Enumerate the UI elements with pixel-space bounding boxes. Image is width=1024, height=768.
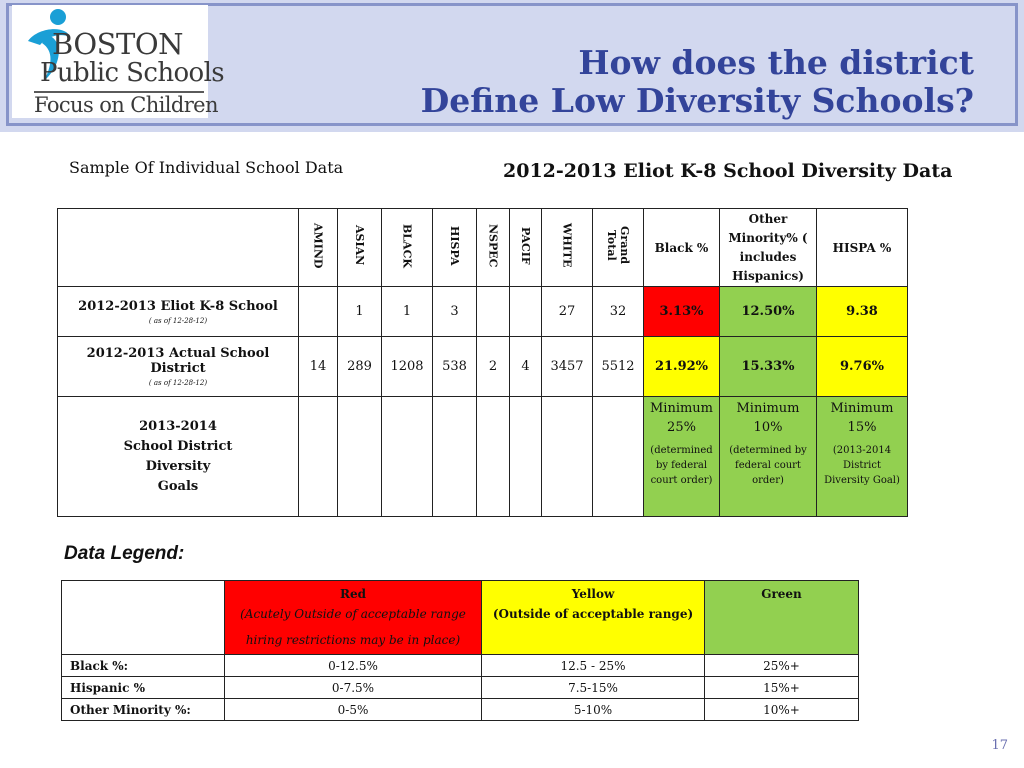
header-band — [0, 0, 1024, 132]
legend-red-value: 0-7.5% — [225, 677, 482, 699]
table-row-goals — [58, 397, 908, 517]
header-blank-cell — [58, 209, 299, 287]
header-amind: AMIND — [299, 209, 338, 287]
row-label-eliot: 2012-2013 Eliot K-8 School ( as of 12-28-12) — [58, 287, 299, 337]
row-label-goals: 2013-2014 School District Diversity Goals — [58, 397, 299, 517]
page-number: 17 — [991, 738, 1008, 753]
cell-hispa-pct: 9.38 — [817, 287, 908, 337]
legend-header-row — [62, 581, 859, 655]
cell-amind — [299, 287, 338, 337]
header-white: WHITE — [542, 209, 593, 287]
cell-hispa-pct: 9.76% — [817, 337, 908, 397]
logo-line-public-schools: Public Schools — [40, 58, 225, 88]
page-title — [421, 44, 974, 120]
header-hispa-pct: HISPA % — [817, 209, 908, 287]
cell-nspec: 2 — [477, 337, 510, 397]
cell-asian: 1 — [338, 287, 382, 337]
row-label-district: 2012-2013 Actual School District ( as of 12-28-12) — [58, 337, 299, 397]
cell-black-pct: 21.92% — [644, 337, 720, 397]
legend-table — [61, 580, 859, 721]
header-hispa: HISPA — [433, 209, 477, 287]
diversity-table — [57, 208, 908, 517]
cell-empty — [510, 397, 542, 517]
cell-amind: 14 — [299, 337, 338, 397]
header-pacif: PACIF — [510, 209, 542, 287]
cell-other-pct: 12.50% — [720, 287, 817, 337]
cell-black: 1 — [382, 287, 433, 337]
goal-other-cell: Minimum 10% (determined by federal court order) — [720, 397, 817, 517]
table-row — [58, 287, 908, 337]
cell-empty — [593, 397, 644, 517]
cell-asian: 289 — [338, 337, 382, 397]
legend-red-value: 0-12.5% — [225, 655, 482, 677]
table-row — [58, 337, 908, 397]
legend-yellow-value: 5-10% — [482, 699, 705, 721]
legend-row-label: Black %: — [62, 655, 225, 677]
legend-yellow-value: 7.5-15% — [482, 677, 705, 699]
legend-row — [62, 699, 859, 721]
cell-pacif: 4 — [510, 337, 542, 397]
cell-empty — [382, 397, 433, 517]
legend-row-label: Hispanic % — [62, 677, 225, 699]
cell-pacif — [510, 287, 542, 337]
cell-empty — [338, 397, 382, 517]
logo-line-focus: Focus on Children — [34, 93, 218, 117]
legend-red-value: 0-5% — [225, 699, 482, 721]
cell-grand-total: 5512 — [593, 337, 644, 397]
cell-empty — [433, 397, 477, 517]
header-asian: ASIAN — [338, 209, 382, 287]
legend-green-value: 25%+ — [705, 655, 859, 677]
goal-black-cell: Minimum 25% (determined by federal court order) — [644, 397, 720, 517]
legend-row-label: Other Minority %: — [62, 699, 225, 721]
cell-hispa: 3 — [433, 287, 477, 337]
header-grand-total: Grand Total — [593, 209, 644, 287]
cell-nspec — [477, 287, 510, 337]
legend-red-header: Red (Acutely Outside of acceptable range hiring restrictions may be in place) — [225, 581, 482, 655]
header-black-pct: Black % — [644, 209, 720, 287]
goal-hispa-cell: Minimum 15% (2013-2014 District Diversity Goal) — [817, 397, 908, 517]
cell-black-pct: 3.13% — [644, 287, 720, 337]
cell-white: 3457 — [542, 337, 593, 397]
legend-green-header: Green — [705, 581, 859, 655]
cell-other-pct: 15.33% — [720, 337, 817, 397]
table-title: 2012-2013 Eliot K-8 School Diversity Data — [503, 160, 953, 182]
cell-empty — [542, 397, 593, 517]
bps-logo — [12, 5, 225, 118]
header-nspec: NSPEC — [477, 209, 510, 287]
sample-data-caption: Sample Of Individual School Data — [69, 158, 344, 177]
cell-white: 27 — [542, 287, 593, 337]
legend-blank-cell — [62, 581, 225, 655]
legend-yellow-value: 12.5 - 25% — [482, 655, 705, 677]
cell-black: 1208 — [382, 337, 433, 397]
header-black: BLACK — [382, 209, 433, 287]
cell-empty — [299, 397, 338, 517]
title-line-2: Define Low Diversity Schools? — [420, 81, 974, 120]
title-line-1: How does the district — [578, 43, 974, 82]
cell-empty — [477, 397, 510, 517]
legend-green-value: 10%+ — [705, 699, 859, 721]
table-header-row — [58, 209, 908, 287]
cell-hispa: 538 — [433, 337, 477, 397]
cell-grand-total: 32 — [593, 287, 644, 337]
legend-yellow-header: Yellow (Outside of acceptable range) — [482, 581, 705, 655]
legend-title: Data Legend: — [64, 543, 185, 564]
logo-line-boston: BOSTON — [52, 27, 183, 61]
legend-row — [62, 677, 859, 699]
header-other-minority-pct: Other Minority% ( includes Hispanics) — [720, 209, 817, 287]
legend-green-value: 15%+ — [705, 677, 859, 699]
legend-row — [62, 655, 859, 677]
